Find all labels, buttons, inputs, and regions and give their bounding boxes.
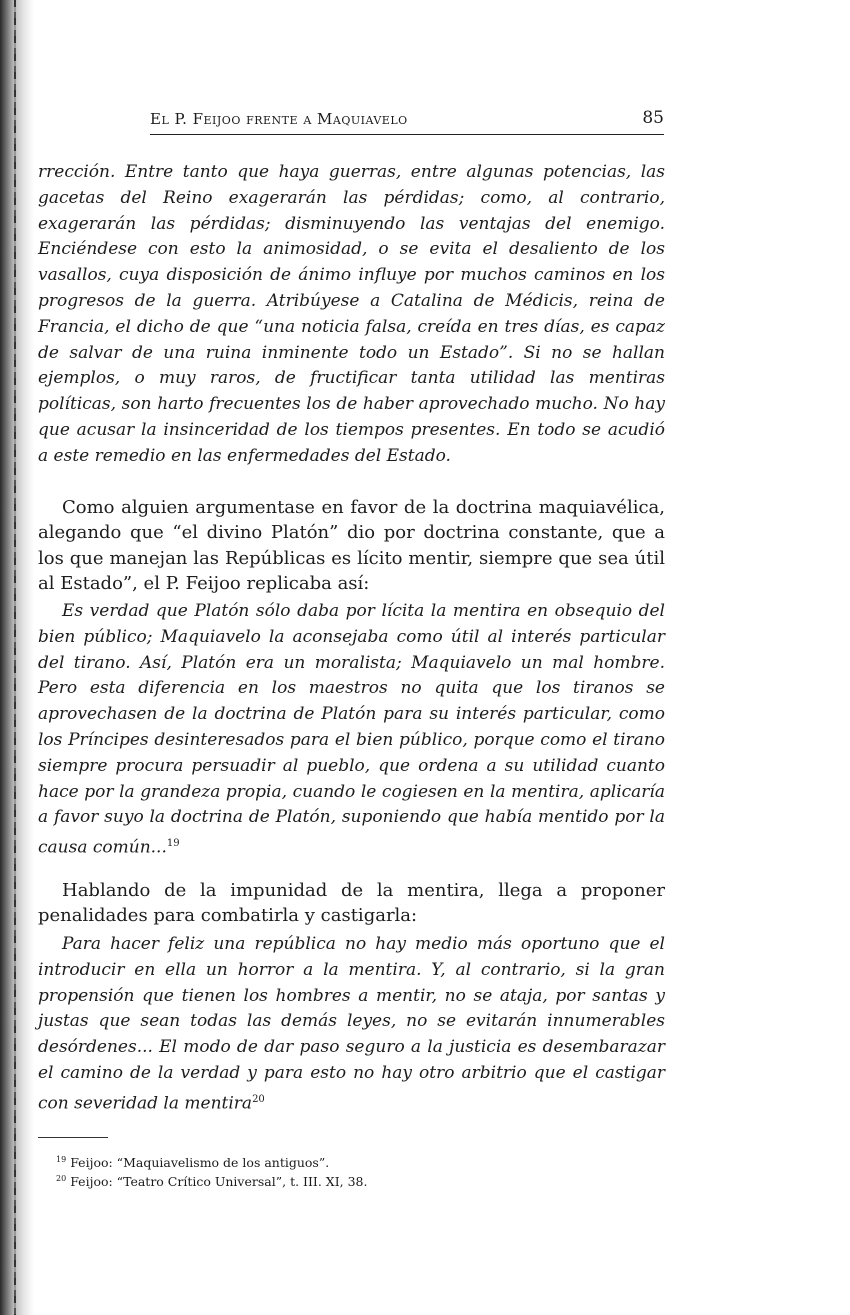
note-ref-19: 19 (166, 838, 180, 850)
footnote-20 (56, 1171, 665, 1190)
footnote-rule (38, 1137, 108, 1138)
footnote-20-mark: 20 (56, 1174, 67, 1184)
body-paragraph-1-block (38, 495, 665, 596)
running-header (150, 108, 664, 135)
footnote-19-mark: 19 (56, 1155, 67, 1164)
quote-paragraph-2 (38, 599, 665, 862)
footnote-19-text: Feijoo: “Maquiavelismo de los antiguos”. (70, 1155, 330, 1171)
spine-binding-line (14, 0, 16, 1315)
quote-paragraph-1: rrección. Entre tanto que haya guerras, entre algunas potencias, las gacetas del Reino exagerarán las pérdidas; como, al contrario, exagerarán las pérdidas; disminuyendo las ventajas del enemigo. Enciéndese con esto la animosidad, o se evita el desaliento de los vasallos, cuya disposición de ánimo influye por muchos caminos en los progresos de la guerra. Atribúyese a Catalina de Médicis, reina de Francia, el dicho de que “una noticia falsa, creída en tres días, es capaz de salvar de una ruina inminente todo un Estado”. Si no se hallan ejemplos, o muy raros, de fructificar tanta utilidad las mentiras políticas, son harto frecuentes los de haber aprovechado mucho. No hay que acusar la insinceridad de los tiempos presentes. En todo se acudió a este remedio en las enfermedades del Estado. (38, 162, 665, 466)
page-number: 85 (642, 108, 664, 128)
body-paragraph-2: Hablando de la impunidad de la mentira, llega a proponer penalidades para combatirla y castigarla: (38, 880, 665, 927)
footnote-19 (56, 1152, 665, 1171)
quoted-passage-2 (38, 599, 665, 862)
body-paragraph-1: Como alguien argumentase en favor de la doctrina maquiavélica, alegando que “el divino Platón” dio por doctrina constante, que a los que manejan las Repúblicas es lícito mentir, siempre que sea útil al Estado”, el P. Feijoo replicaba así: (38, 497, 665, 594)
running-title: El P. Feijoo frente a Maquiavelo (150, 110, 408, 128)
body-paragraph-2-block (38, 878, 665, 929)
note-ref-20: 20 (252, 1093, 265, 1105)
quote-paragraph-3 (38, 932, 665, 1117)
footnotes (38, 1137, 665, 1190)
footnote-20-text: Feijoo: “Teatro Crítico Universal”, t. III. XI, 38. (70, 1174, 368, 1190)
quote-paragraph-2-text: Es verdad que Platón sólo daba por lícita la mentira en obsequio del bien público; Maquiavelo la aconsejaba como útil al interés particular del tirano. Así, Platón era un moralista; Maquiavelo un mal hombre. Pero esta diferencia en los maestros no quita que los tiranos se aprovechasen de la doctrina de Platón para su interés particular, como los Príncipes desinteresados para el bien público, porque como el tirano siempre procura persuadir al pueblo, que ordena a su utilidad cuanto hace por la grandeza propia, cuando le cogiesen en la mentira, aplicaría a favor suyo la doctrina de Platón, suponiendo que había mentido por la causa común... (38, 601, 665, 858)
quote-paragraph-3-text: Para hacer feliz una república no hay medio más oportuno que el introducir en ella un horror a la mentira. Y, al contrario, si la gran propensión que tienen los hombres a mentir, no se ataja, por santas y justas que sean todas las demás leyes, no se evitarán innumerables desórdenes... El modo de dar paso seguro a la justicia es desembarazar el camino de la verdad y para esto no hay otro arbitrio que el castigar con severidad la mentira (38, 934, 665, 1114)
quoted-passage-3 (38, 932, 665, 1117)
book-spine-edge (0, 0, 34, 1315)
quoted-passage-1 (38, 160, 665, 470)
